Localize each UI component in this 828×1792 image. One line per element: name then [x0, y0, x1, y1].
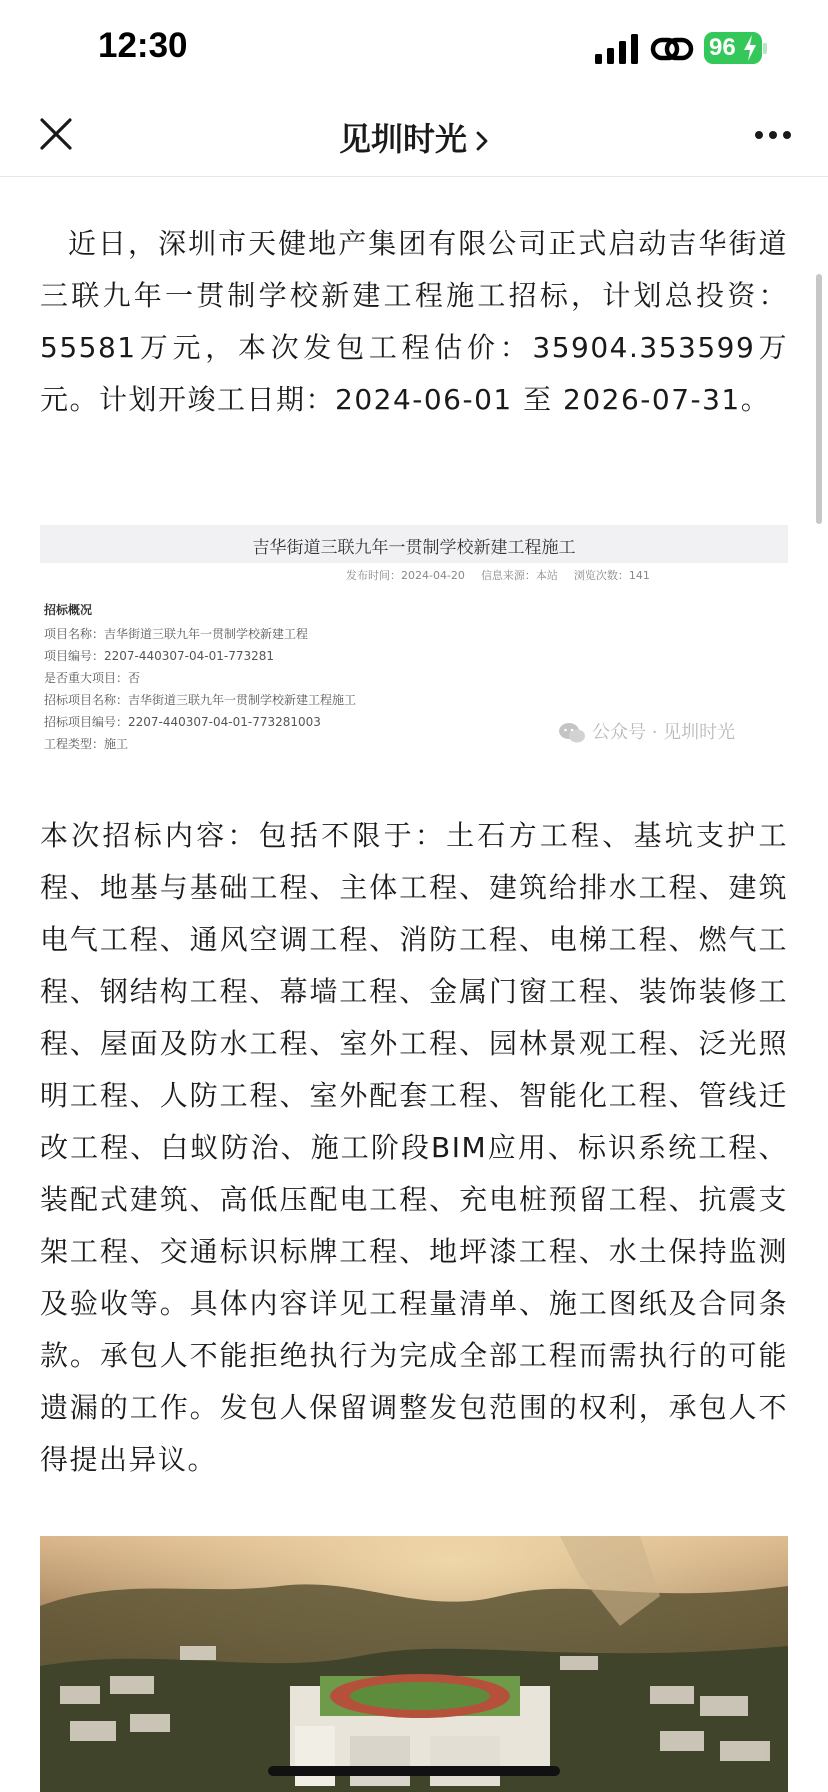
doc-row: 招标项目编号：2207-440307-04-01-773281003: [44, 715, 321, 729]
doc-title: 吉华街道三联九年一贯制学校新建工程施工: [252, 538, 576, 558]
school-rendering-image[interactable]: [40, 1536, 788, 1792]
more-icon[interactable]: [754, 130, 792, 140]
doc-header: [40, 525, 788, 563]
doc-row: 工程类型：施工: [44, 737, 129, 751]
battery-cap: [763, 43, 767, 54]
watermark: [558, 718, 735, 744]
doc-meta-views: 浏览次数：141: [573, 569, 650, 582]
chevron-right-icon: [475, 130, 489, 152]
doc-section-title: 招标概况: [44, 603, 93, 617]
battery-indicator: [704, 32, 762, 64]
doc-row: 招标项目名称：吉华街道三联九年一贯制学校新建工程施工: [44, 693, 357, 707]
charging-bolt-icon: [743, 35, 757, 61]
link-icon: [650, 34, 694, 64]
article-paragraph-1: 近日，深圳市天健地产集团有限公司正式启动吉华街道三联九年一贯制学校新建工程施工招标，计划总投资：55581万元，本次发包工程估价：35904.353599万元。计划开竣工日期：2024-06-01 至 2026-07-31。: [40, 227, 788, 416]
doc-meta: [346, 567, 666, 583]
doc-row: 项目编号：2207-440307-04-01-773281: [44, 649, 275, 663]
nav-bar: [0, 96, 828, 177]
article-paragraph-2: 本次招标内容：包括不限于：土石方工程、基坑支护工程、地基与基础工程、主体工程、建筑给排水工程、建筑电气工程、通风空调工程、消防工程、电梯工程、燃气工程、钢结构工程、幕墙工程、金属门窗工程、装饰装修工程、屋面及防水工程、室外工程、园林景观工程、泛光照明工程、人防工程、室外配套工程、智能化工程、管线迁改工程、白蚁防治、施工阶段BIM应用、标识系统工程、装配式建筑、高低压配电工程、充电桩预留工程、抗震支架工程、交通标识标牌工程、地坪漆工程、水土保持监测及验收等。具体内容详见工程量清单、施工图纸及合同条款。承包人不能拒绝执行为完成全部工程而需执行的可能遗漏的工作。发包人保留调整发包范围的权利，承包人不得提出异议。: [40, 819, 788, 1476]
battery-level: 96: [709, 34, 736, 61]
doc-meta-date: 发布时间：2024-04-20: [346, 569, 465, 582]
account-title[interactable]: [0, 114, 828, 160]
wechat-icon: [558, 722, 586, 744]
doc-row: 是否重大项目：否: [44, 671, 141, 685]
scroll-indicator[interactable]: [816, 274, 822, 524]
account-name: 见圳时光: [338, 120, 467, 158]
tender-notice-image[interactable]: [40, 525, 788, 770]
cellular-signal-icon: [595, 34, 641, 64]
doc-row: 项目名称：吉华街道三联九年一贯制学校新建工程: [44, 627, 309, 641]
home-indicator[interactable]: [268, 1766, 560, 1776]
status-bar: [0, 0, 828, 96]
doc-meta-source: 信息来源：本站: [480, 569, 558, 582]
status-time: 12:30: [98, 26, 188, 65]
watermark-text: 公众号 · 见圳时光: [592, 722, 736, 743]
school-rendering-art: [40, 1536, 788, 1792]
